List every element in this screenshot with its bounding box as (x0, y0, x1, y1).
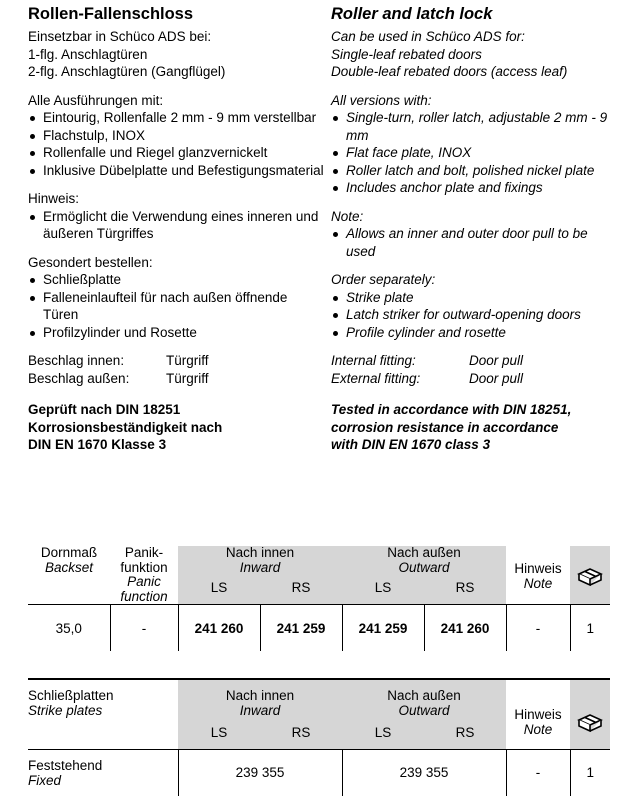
note-value: - (506, 605, 570, 652)
list-item: Profilzylinder und Rosette (28, 324, 326, 342)
fitting-value: Türgriff (166, 353, 209, 368)
list-item: Flachstulp, INOX (28, 127, 326, 145)
order-heading: Gesondert bestellen: (28, 254, 153, 270)
note-header (506, 546, 570, 605)
strike-plate-name-en: Fixed (28, 772, 62, 788)
versions-heading: All versions with: (331, 92, 432, 108)
list-item: Schließplatte (28, 271, 326, 289)
order-heading: Order separately: (331, 272, 436, 287)
panic-value: - (110, 605, 178, 652)
table-row (28, 605, 610, 652)
inward-rs-header: RS (260, 718, 342, 749)
note-label-de: Hinweis (514, 561, 562, 576)
note-label-en: Note (523, 721, 553, 737)
tested-line: Tested in accordance with DIN 18251, (331, 402, 572, 417)
usage-line: Can be used in Schüco ADS for: (331, 29, 525, 44)
fitting-external (331, 370, 616, 388)
fitting-label: External fitting: (331, 370, 421, 386)
outward-ls-header: LS (342, 718, 424, 749)
lock-article-table (28, 546, 610, 651)
title-en: Roller and latch lock (331, 5, 493, 23)
article-number: 239 355 (178, 749, 342, 796)
tested-line: corrosion resistance in accordance (331, 419, 559, 435)
outward-header (342, 679, 506, 718)
package-icon (577, 566, 603, 586)
inward-label-de: Nach innen (225, 545, 295, 560)
fitting-external (28, 370, 326, 388)
title-de: Rollen-Fallenschloss (28, 5, 194, 23)
usage-line: 2-flg. Anschlagtüren (Gangflügel) (28, 64, 226, 79)
list-item: Includes anchor plate and fixings (331, 179, 616, 197)
usage-line: Single-leaf rebated doors (331, 46, 482, 62)
english-column (331, 4, 616, 454)
outward-ls-header: LS (342, 577, 424, 604)
outward-rs-header: RS (424, 718, 506, 749)
fitting-value: Door pull (469, 370, 524, 386)
versions-list (28, 109, 326, 179)
strike-plate-name-de: Feststehend (28, 757, 103, 773)
strike-plates-label-en: Strike plates (28, 702, 103, 718)
german-column (28, 4, 326, 454)
fitting-value: Türgriff (166, 370, 209, 386)
article-number: 239 355 (342, 749, 506, 796)
order-list (331, 289, 616, 342)
notes-list (28, 208, 326, 243)
list-item: Roller latch and bolt, polished nickel plate (331, 162, 616, 180)
usage-line: Double-leaf rebated doors (access leaf) (331, 64, 568, 79)
versions-heading: Alle Ausführungen mit: (28, 92, 164, 108)
versions-list (331, 109, 616, 197)
strike-plates-label-de: Schließplatten (28, 688, 114, 703)
inward-label-de: Nach innen (225, 688, 295, 703)
note-value: - (506, 749, 570, 796)
list-item: Flat face plate, INOX (331, 144, 616, 162)
backset-label-de: Dornmaß (40, 545, 98, 560)
article-number: 241 260 (424, 605, 506, 652)
backset-header (28, 546, 110, 605)
outward-rs-header: RS (424, 577, 506, 604)
table-row (28, 749, 610, 796)
tested-line: DIN EN 1670 Klasse 3 (28, 437, 167, 452)
panic-label-de: funktion (120, 559, 168, 575)
outward-label-en: Outward (398, 702, 450, 718)
inward-label-en: Inward (239, 702, 281, 718)
inward-label-en: Inward (239, 559, 281, 575)
note-heading: Hinweis: (28, 191, 80, 206)
outward-label-de: Nach außen (387, 688, 461, 703)
panic-header (110, 546, 178, 605)
fitting-value: Door pull (469, 353, 524, 368)
tested-line: Korrosionsbeständigkeit nach (28, 419, 223, 435)
fitting-label: Internal fitting: (331, 353, 416, 368)
list-item: Eintourig, Rollenfalle 2 mm - 9 mm verstellbar (28, 109, 326, 127)
packaging-header (570, 679, 610, 749)
note-heading: Note: (331, 208, 364, 224)
list-item: Rollenfalle und Riegel glanzvernickelt (28, 144, 326, 162)
tested-line: with DIN EN 1670 class 3 (331, 437, 491, 452)
outward-label-en: Outward (398, 559, 450, 575)
packaging-header (570, 546, 610, 605)
fitting-label: Beschlag innen: (28, 353, 125, 368)
fitting-label: Beschlag außen: (28, 370, 130, 386)
inward-header (178, 546, 342, 577)
inward-rs-header: RS (260, 577, 342, 604)
strike-plate-table (28, 678, 610, 796)
notes-list (331, 225, 616, 260)
list-item: Single-turn, roller latch, adjustable 2 mm - 9 mm (331, 109, 616, 144)
inward-ls-header: LS (178, 577, 260, 604)
outward-label-de: Nach außen (387, 545, 461, 560)
panic-label-en: Panic (127, 574, 161, 589)
strike-plates-header (28, 679, 178, 749)
fitting-internal (28, 352, 326, 370)
backset-value: 35,0 (28, 605, 110, 652)
note-label-de: Hinweis (514, 707, 562, 722)
note-label-en: Note (523, 575, 553, 591)
list-item: Latch striker for outward-opening doors (331, 306, 616, 324)
tested-line: Geprüft nach DIN 18251 (28, 402, 181, 417)
quantity-value: 1 (570, 749, 610, 796)
outward-header (342, 546, 506, 577)
fitting-internal (331, 352, 616, 370)
quantity-value: 1 (570, 605, 610, 652)
list-item: Ermöglicht die Verwendung eines inneren und äußeren Türgriffes (28, 208, 326, 243)
list-item: Allows an inner and outer door pull to be used (331, 225, 616, 260)
panic-label-de: Panik- (124, 545, 164, 560)
panic-label-en: function (120, 588, 168, 604)
list-item: Inklusive Dübelplatte und Befestigungsmaterial (28, 162, 326, 180)
package-icon (577, 712, 603, 732)
list-item: Falleneinlaufteil für nach außen öffnende Türen (28, 289, 326, 324)
article-number: 241 259 (342, 605, 424, 652)
article-number: 241 259 (260, 605, 342, 652)
article-number: 241 260 (178, 605, 260, 652)
list-item: Strike plate (331, 289, 616, 307)
usage-line: Einsetzbar in Schüco ADS bei: (28, 29, 212, 44)
usage-line: 1-flg. Anschlagtüren (28, 46, 148, 62)
backset-label-en: Backset (44, 559, 94, 575)
strike-plate-name (28, 749, 178, 796)
order-list (28, 271, 326, 341)
inward-header (178, 679, 342, 718)
list-item: Profile cylinder and rosette (331, 324, 616, 342)
note-header (506, 679, 570, 749)
inward-ls-header: LS (178, 718, 260, 749)
